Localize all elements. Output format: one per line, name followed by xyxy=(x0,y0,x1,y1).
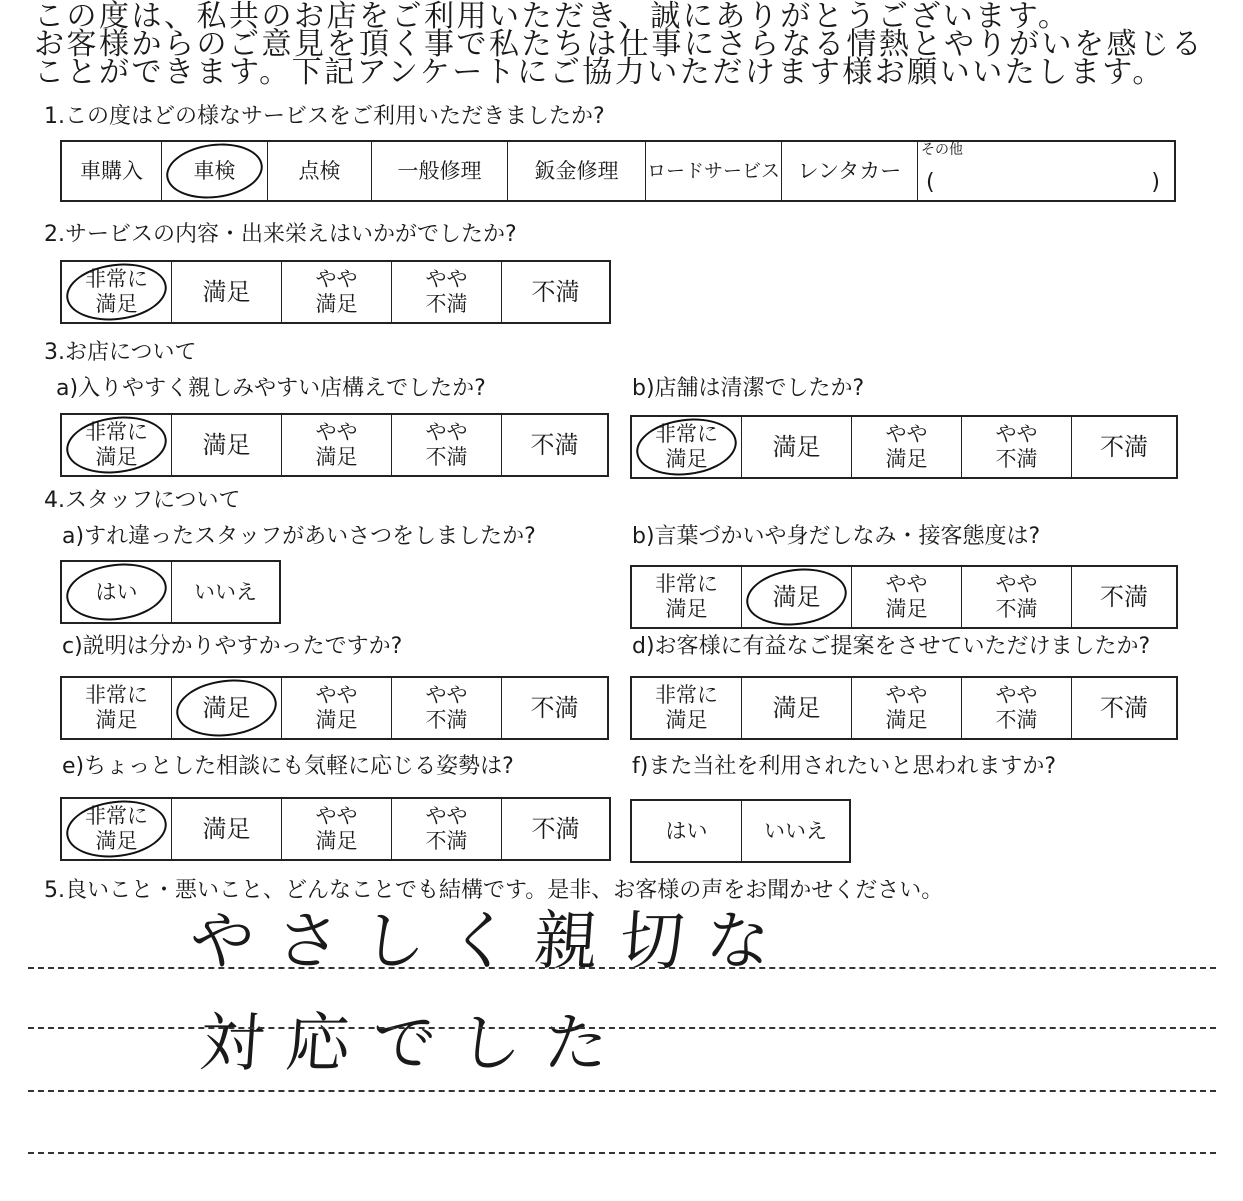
option-label: やや 不満 xyxy=(995,572,1038,621)
q4d-rating xyxy=(630,676,1178,740)
q4c-rating-option-2[interactable] xyxy=(282,678,392,738)
q1-option-other[interactable] xyxy=(918,142,1174,200)
q4c-rating-option-3[interactable] xyxy=(392,678,502,738)
option-label: やや 不満 xyxy=(425,420,468,469)
q2-rating xyxy=(60,260,611,324)
q3b-rating-option-1[interactable] xyxy=(742,417,852,477)
q3a-question: a)入りやすく親しみやすい店構えでしたか? xyxy=(56,376,486,401)
q4b-rating-option-1[interactable] xyxy=(742,567,852,627)
q4c-rating-option-0[interactable] xyxy=(62,678,172,738)
q2-rating-option-1[interactable] xyxy=(172,262,282,322)
q3b-rating-option-2[interactable] xyxy=(852,417,962,477)
q4e-rating-option-0[interactable] xyxy=(62,799,172,859)
q4d-rating-option-2[interactable] xyxy=(852,678,962,738)
option-label: やや 不満 xyxy=(995,422,1038,471)
option-label: 満足 xyxy=(202,430,251,459)
q4f-yesno-option-0[interactable] xyxy=(632,801,742,861)
q3a-rating-option-1[interactable] xyxy=(172,415,282,475)
option-label: 満足 xyxy=(202,277,251,306)
q3a-rating-option-0[interactable] xyxy=(62,415,172,475)
q4b-rating-option-0[interactable] xyxy=(632,567,742,627)
option-label: 非常に 満足 xyxy=(85,420,148,469)
q4b-question: b)言葉づかいや身だしなみ・接客態度は? xyxy=(632,524,1041,549)
q4e-rating-option-3[interactable] xyxy=(392,799,502,859)
q3b-rating-option-4[interactable] xyxy=(1072,417,1176,477)
q4c-rating-option-4[interactable] xyxy=(502,678,607,738)
option-label: やや 不満 xyxy=(425,267,468,316)
q1-heading: 1.この度はどの様なサービスをご利用いただきましたか? xyxy=(44,104,605,129)
option-label: 満足 xyxy=(772,693,821,722)
option-label: やや 満足 xyxy=(315,683,358,732)
q3b-question: b)店舗は清潔でしたか? xyxy=(632,376,865,401)
option-label: 不満 xyxy=(531,277,580,306)
q3a-rating-option-4[interactable] xyxy=(502,415,607,475)
q4e-question: e)ちょっとした相談にも気軽に応じる姿勢は? xyxy=(62,754,514,779)
answer-rule-1 xyxy=(28,967,1216,969)
q1-option-general-repair[interactable]: 一般修理 xyxy=(372,142,508,200)
option-label: やや 不満 xyxy=(425,804,468,853)
option-label: 満足 xyxy=(772,582,821,611)
q5-heading: 5.良いこと・悪いこと、どんなことでも結構です。是非、お客様の声をお聞かせください。 xyxy=(44,878,944,903)
q1-options xyxy=(60,140,1176,202)
q1-option-body-repair[interactable]: 鈑金修理 xyxy=(508,142,646,200)
option-label: 非常に 満足 xyxy=(85,683,148,732)
intro-line-3: ことができます。下記アンケートにご協力いただけます様お願いいたします。 xyxy=(34,55,1165,90)
q4a-yesno xyxy=(60,560,281,624)
option-label: 不満 xyxy=(1100,582,1148,611)
option-label: 非常に 満足 xyxy=(655,572,718,621)
q4a-yesno-option-1[interactable] xyxy=(172,562,279,622)
option-label: やや 満足 xyxy=(315,420,358,469)
q3b-rating xyxy=(630,415,1178,479)
q3b-rating-option-0[interactable] xyxy=(632,417,742,477)
q3-heading: 3.お店について xyxy=(44,340,197,365)
q1-option-rental[interactable]: レンタカー xyxy=(782,142,918,200)
option-label: 満足 xyxy=(772,432,821,461)
option-label: 満足 xyxy=(202,693,251,722)
answer-rule-2 xyxy=(28,1027,1216,1029)
option-label: 不満 xyxy=(1100,693,1148,722)
option-label: 不満 xyxy=(530,430,579,459)
other-label: その他 xyxy=(921,142,963,158)
option-label: 満足 xyxy=(202,814,251,843)
option-label: いいえ xyxy=(194,579,257,604)
q4c-rating xyxy=(60,676,609,740)
q4b-rating-option-3[interactable] xyxy=(962,567,1072,627)
q4-heading: 4.スタッフについて xyxy=(44,488,241,513)
q1-option-inspection[interactable]: 車検 xyxy=(162,142,268,200)
q1-option-check[interactable]: 点検 xyxy=(268,142,372,200)
q4c-question: c)説明は分かりやすかったですか? xyxy=(62,634,403,659)
q2-rating-option-3[interactable] xyxy=(392,262,502,322)
q4d-rating-option-1[interactable] xyxy=(742,678,852,738)
q4a-yesno-option-0[interactable] xyxy=(62,562,172,622)
q2-rating-option-4[interactable] xyxy=(502,262,609,322)
q4e-rating xyxy=(60,797,611,861)
q3a-rating xyxy=(60,413,609,477)
option-label: 不満 xyxy=(531,814,580,843)
option-label: いいえ xyxy=(764,818,827,843)
option-label: 非常に 満足 xyxy=(85,804,148,853)
q4b-rating-option-2[interactable] xyxy=(852,567,962,627)
other-write-in[interactable]: ( ) xyxy=(926,170,1160,195)
option-label: はい xyxy=(665,818,708,843)
option-label: 不満 xyxy=(530,693,579,722)
intro-line-2: お客様からのご意見を頂く事で私たちは仕事にさらなる情熱とやりがいを感じる xyxy=(34,27,1204,62)
handwritten-answer-line-1: やさしく親切な xyxy=(187,905,795,979)
option-label: 非常に 満足 xyxy=(655,422,718,471)
option-label: やや 満足 xyxy=(885,683,928,732)
option-label: 不満 xyxy=(1100,432,1148,461)
q3a-rating-option-3[interactable] xyxy=(392,415,502,475)
q4e-rating-option-2[interactable] xyxy=(282,799,392,859)
option-label: やや 満足 xyxy=(315,804,358,853)
q4b-rating xyxy=(630,565,1178,629)
option-label: やや 不満 xyxy=(425,683,468,732)
q2-rating-option-2[interactable] xyxy=(282,262,392,322)
intro-line-1: この度は、私共のお店をご利用いただき、誠にありがとうございます。 xyxy=(34,0,1071,34)
q4f-question: f)また当社を利用されたいと思われますか? xyxy=(632,754,1057,779)
q1-option-purchase[interactable]: 車購入 xyxy=(62,142,162,200)
q4d-rating-option-4[interactable] xyxy=(1072,678,1176,738)
q3a-rating-option-2[interactable] xyxy=(282,415,392,475)
q4f-yesno-option-1[interactable] xyxy=(742,801,849,861)
q4d-rating-option-0[interactable] xyxy=(632,678,742,738)
q2-heading: 2.サービスの内容・出来栄えはいかがでしたか? xyxy=(44,222,517,247)
q4c-rating-option-1[interactable] xyxy=(172,678,282,738)
q4d-question: d)お客様に有益なご提案をさせていただけましたか? xyxy=(632,634,1151,659)
option-label: やや 満足 xyxy=(885,422,928,471)
q4f-yesno xyxy=(630,799,851,863)
option-label: やや 不満 xyxy=(995,683,1038,732)
option-label: 非常に 満足 xyxy=(85,267,148,316)
answer-rule-4 xyxy=(28,1152,1216,1154)
handwritten-answer-line-2: 対応でした xyxy=(197,1007,633,1081)
q4b-rating-option-4[interactable] xyxy=(1072,567,1176,627)
q3b-rating-option-3[interactable] xyxy=(962,417,1072,477)
q4d-rating-option-3[interactable] xyxy=(962,678,1072,738)
q4e-rating-option-4[interactable] xyxy=(502,799,609,859)
q4a-question: a)すれ違ったスタッフがあいさつをしましたか? xyxy=(62,524,536,549)
option-label: やや 満足 xyxy=(315,267,358,316)
q4e-rating-option-1[interactable] xyxy=(172,799,282,859)
option-label: 非常に 満足 xyxy=(655,683,718,732)
q2-rating-option-0[interactable] xyxy=(62,262,172,322)
q1-option-road-service[interactable]: ロードサービス xyxy=(646,142,782,200)
option-label: やや 満足 xyxy=(885,572,928,621)
answer-rule-3 xyxy=(28,1090,1216,1092)
option-label: はい xyxy=(95,579,138,604)
